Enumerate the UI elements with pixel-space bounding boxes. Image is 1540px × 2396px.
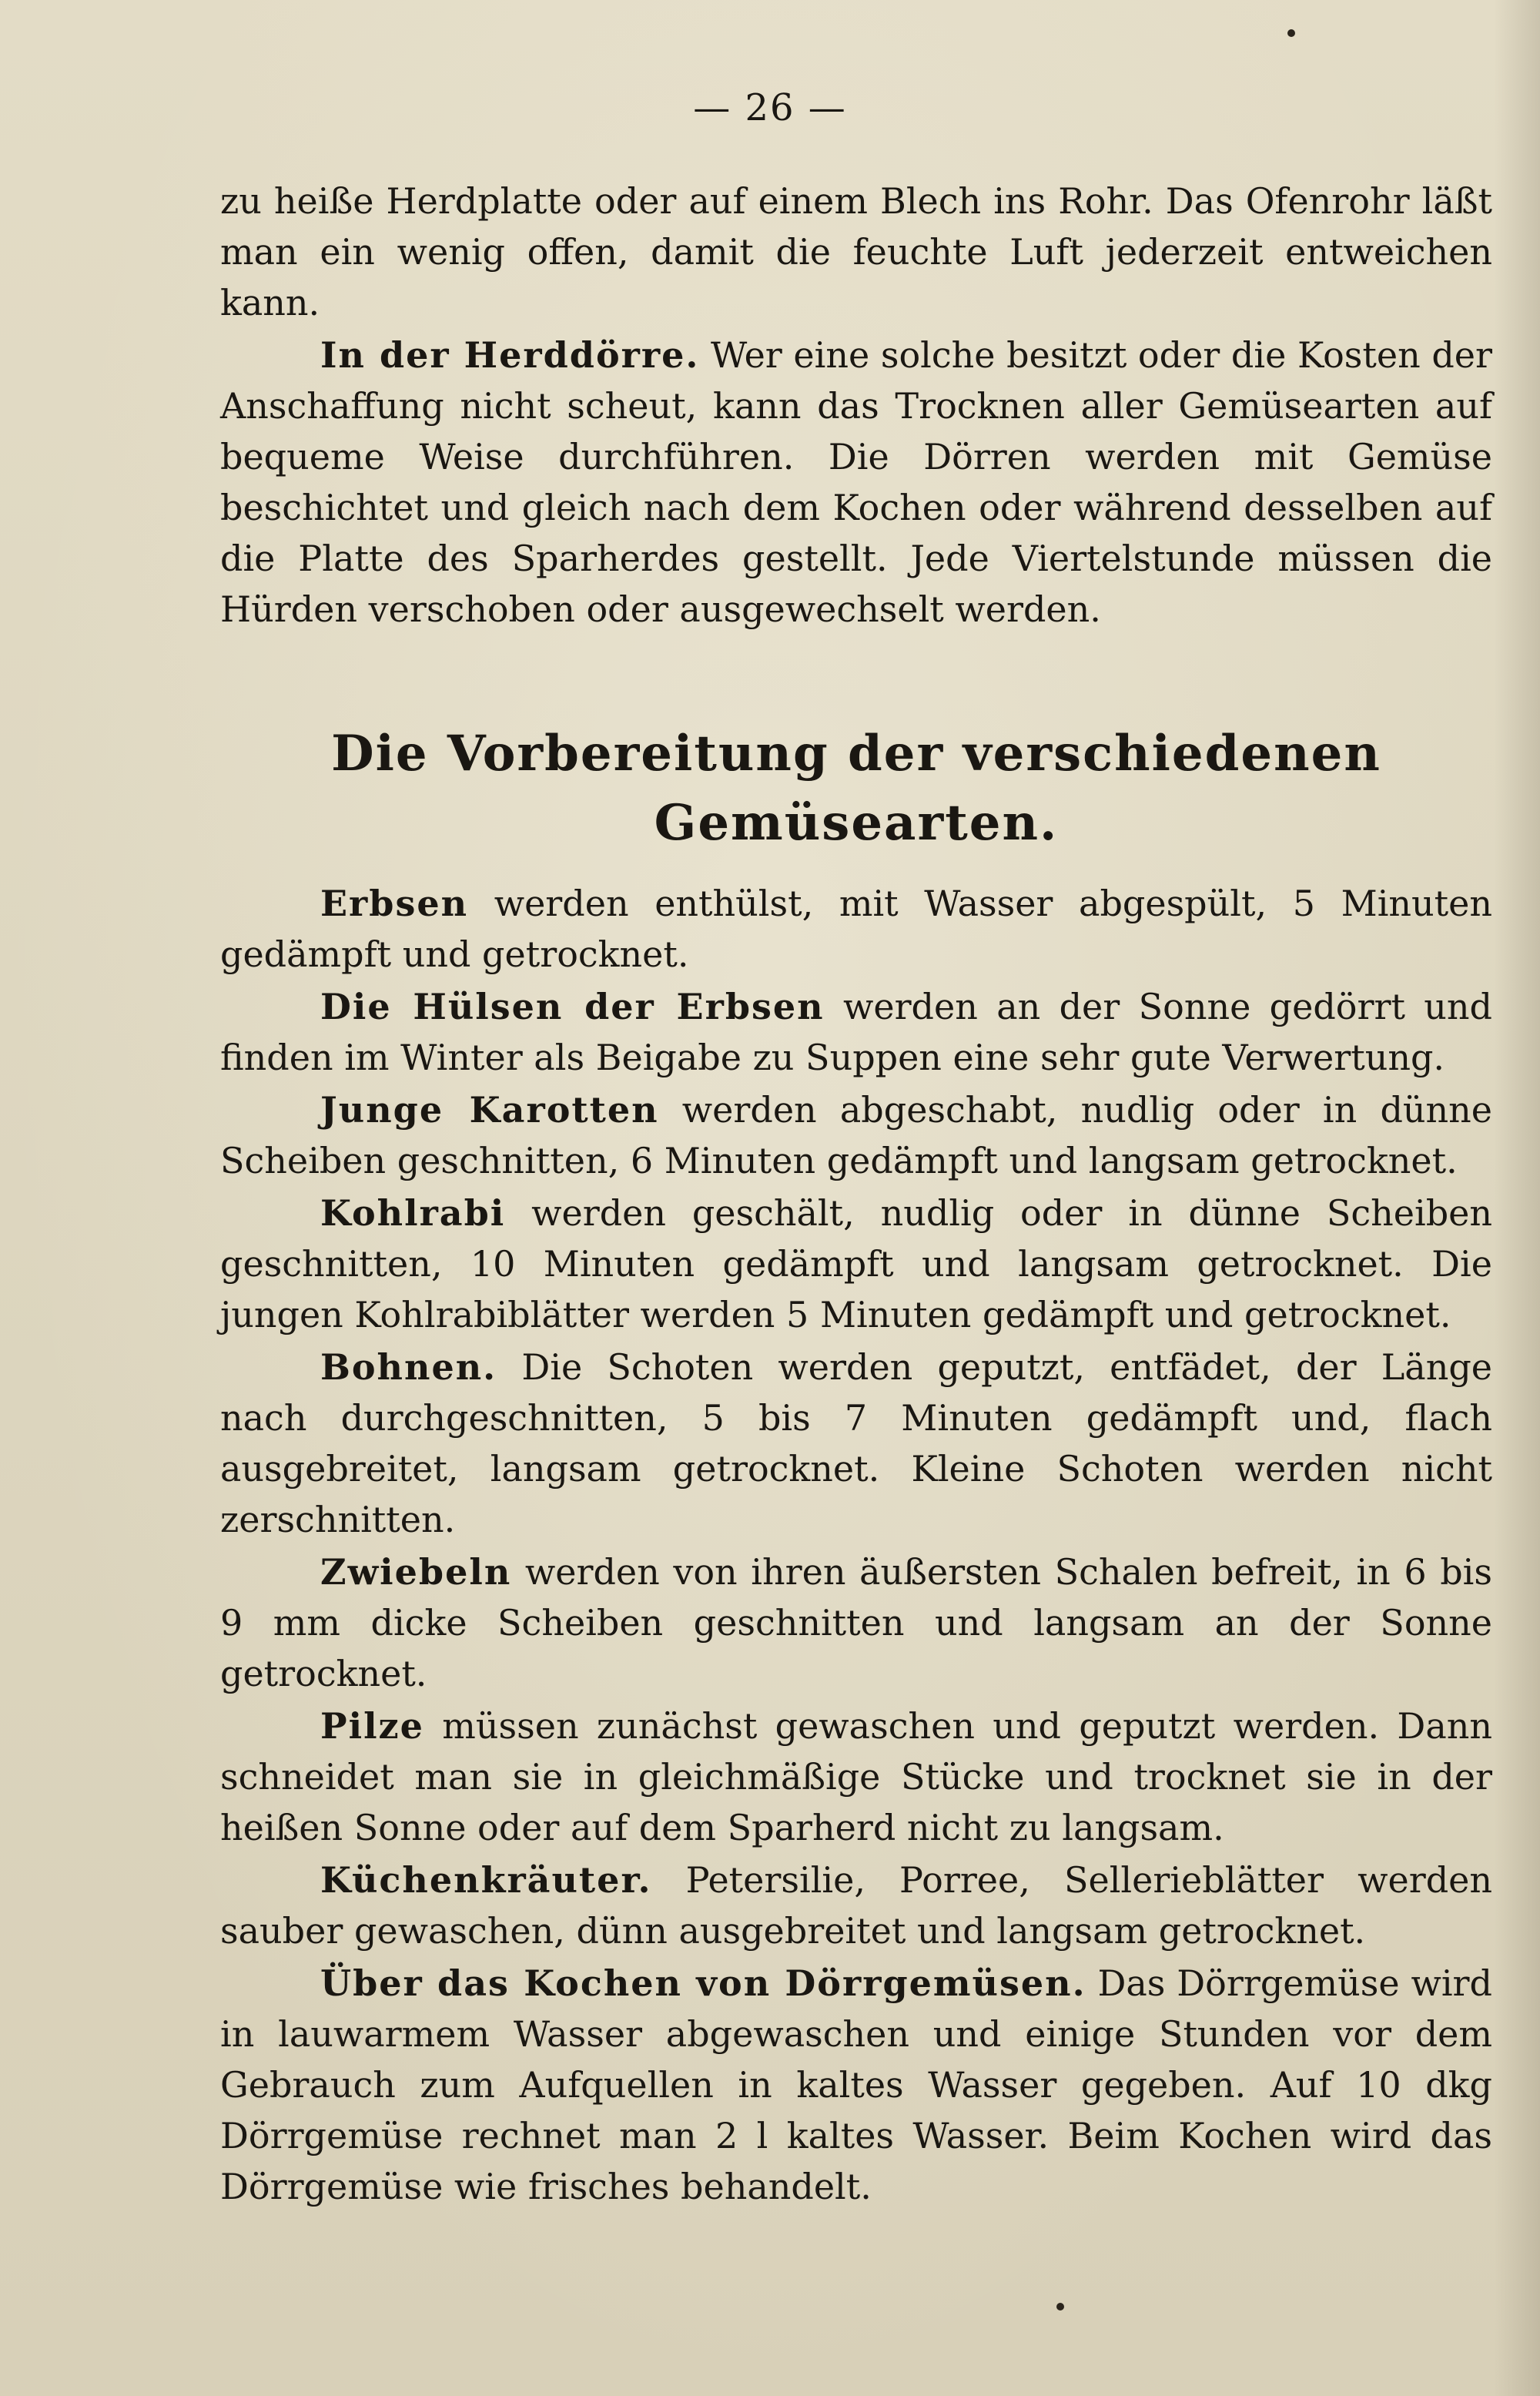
paragraph-text: zu heiße Herdplatte oder auf einem Blech ins Rohr. Das Ofenrohr läßt man ein wenig offen, damit die feuchte Luft jederzeit entweichen kann. — [220, 180, 1492, 323]
item-text: Die Schoten werden geputzt, entfädet, der Länge nach durchgeschnitten, 5 bis 7 Minuten gedämpft und, flach ausgebreitet, langsam getrocknet. Kleine Schoten werden nicht zerschnitten. — [220, 1346, 1492, 1540]
list-item-pilze — [220, 1701, 1492, 1853]
list-item-karotten — [220, 1084, 1492, 1186]
item-lead: Pilze — [320, 1705, 424, 1747]
item-lead: Die Hülsen der Erbsen — [320, 986, 825, 1027]
item-text: werden an der Sonne gedörrt und finden im Winter als Beigabe zu Suppen eine sehr gute Verwertung. — [220, 986, 1492, 1078]
item-lead: Junge Karotten — [320, 1089, 659, 1131]
item-text: werden enthülst, mit Wasser abgespült, 5 Minuten gedämpft und getrocknet. — [220, 883, 1492, 975]
item-lead: Zwiebeln — [320, 1551, 512, 1593]
item-text: werden von ihren äußersten Schalen befreit, in 6 bis 9 mm dicke Scheiben geschnitten und langsam an der Sonne getrocknet. — [220, 1551, 1492, 1694]
paragraph-text: Wer eine solche besitzt oder die Kosten der Anschaffung nicht scheut, kann das Trocknen aller Gemüsearten auf bequeme Weise durchführen. Die Dörren werden mit Gemüse beschichtet und gleich nach dem Kochen oder während desselben auf die Platte des Sparherdes gestellt. Jede Viertelstunde müssen die Hürden verschoben oder ausgewechselt werden. — [220, 334, 1492, 630]
section-spacer — [220, 635, 1492, 719]
item-lead: Küchenkräuter. — [320, 1859, 652, 1901]
list-item-kohlrabi — [220, 1188, 1492, 1340]
item-lead: Über das Kochen von Dörrgemüsen. — [320, 1962, 1086, 2004]
item-text: Das Dörrgemüse wird in lauwarmem Wasser abgewaschen und einige Stunden vor dem Gebrauch zum Aufquellen in kaltes Wasser gegeben. Auf 10 dkg Dörrgemüse rechnet man 2 l kaltes Wasser. Beim Kochen wird das Dörrgemüse wie frisches behandelt. — [220, 1962, 1492, 2207]
list-item-zwiebeln — [220, 1547, 1492, 1699]
item-text: Petersilie, Porree, Sellerieblätter werden sauber gewaschen, dünn ausgebreitet und langsam getrocknet. — [220, 1859, 1492, 1952]
item-lead: Kohlrabi — [320, 1192, 506, 1234]
text-block — [220, 176, 1492, 2212]
list-item-huelsen — [220, 981, 1492, 1083]
item-text: werden geschält, nudlig oder in dünne Scheiben geschnitten, 10 Minuten gedämpft und langsam getrocknet. Die jungen Kohlrabiblätter werden 5 Minuten gedämpft und getrocknet. — [220, 1192, 1492, 1335]
item-lead: Erbsen — [320, 883, 469, 924]
section-title: Die Vorbereitung der verschiedenen Gemüsearten. — [331, 725, 1381, 852]
list-item-kochen — [220, 1958, 1492, 2212]
list-item-kuechenkraeuter — [220, 1855, 1492, 1956]
paper-speck — [1056, 2303, 1064, 2311]
page-number: — 26 — — [693, 86, 847, 129]
page-edge-shadow — [1494, 0, 1540, 2396]
paragraph-continuation — [220, 176, 1492, 328]
paper-speck — [1287, 29, 1295, 37]
paragraph-lead: In der Herddörre. — [320, 334, 700, 376]
list-item-bohnen — [220, 1342, 1492, 1545]
list-item-erbsen — [220, 878, 1492, 980]
item-text: müssen zunächst gewaschen und geputzt werden. Dann schneidet man sie in gleichmäßige Stücke und trocknet sie in der heißen Sonne oder auf dem Sparherd nicht zu langsam. — [220, 1705, 1492, 1848]
item-lead: Bohnen. — [320, 1346, 497, 1388]
paragraph-herddoerre — [220, 330, 1492, 635]
item-text: werden abgeschabt, nudlig oder in dünne Scheiben geschnitten, 6 Minuten gedämpft und langsam getrocknet. — [220, 1089, 1492, 1181]
